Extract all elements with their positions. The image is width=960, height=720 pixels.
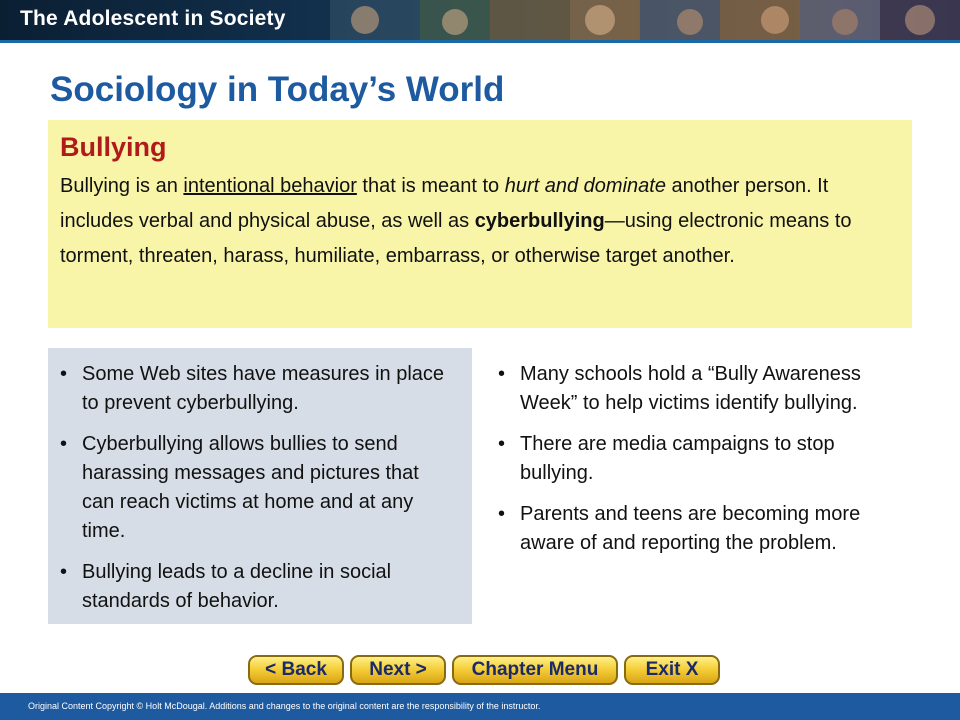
definition-text-part: that is meant to [356,175,505,197]
bullet-icon: • [498,433,506,455]
next-button[interactable] [350,655,446,685]
list-item [498,360,904,418]
list-item [60,430,456,546]
back-button[interactable] [248,655,344,685]
list-item-text: Parents and teens are becoming more aware of and reporting the problem. [520,503,861,554]
bullet-icon: • [60,363,68,385]
list-item-text: Many schools hold a “Bully Awareness Week” to help victims identify bullying. [520,363,861,414]
definition-heading: Bullying [60,132,167,162]
exit-button[interactable] [624,655,720,685]
definition-bold-term: cyberbullying [474,210,605,232]
course-title: The Adolescent in Society [20,7,286,30]
list-item [498,500,904,558]
footer-bar [0,693,960,720]
banner-divider [0,40,960,43]
copyright-text: Original Content Copyright © Holt McDougal. Additions and changes to the original content are the responsibility of the instructor. [28,701,541,711]
left-bullet-list [60,360,456,616]
exit-button-label: Exit X [645,659,699,680]
list-item [498,430,904,488]
list-item-text: There are media campaigns to stop bullying. [520,433,835,484]
definition-text [60,169,900,274]
list-item [60,558,456,616]
right-bullet-panel [494,348,914,624]
list-item [60,360,456,418]
left-bullet-panel [48,348,472,624]
next-button-label: Next > [369,659,427,680]
definition-key-term: intentional behavior [183,175,357,197]
back-button-label: < Back [265,659,327,680]
chapter-menu-button-label: Chapter Menu [471,659,599,680]
chapter-menu-button[interactable] [452,655,618,685]
definition-text-part: —using electronic means to torment, threaten, harass, humiliate, embarrass, or otherwise target another. [60,210,852,267]
bullet-icon: • [60,433,68,455]
bullet-icon: • [498,363,506,385]
list-item-text: Bullying leads to a decline in social standards of behavior. [82,561,392,612]
list-item-text: Some Web sites have measures in place to prevent cyberbullying. [82,363,445,414]
definition-box [48,120,912,328]
definition-text-part: Bullying is an [60,175,184,197]
page-title: Sociology in Today’s World [50,70,505,109]
navigation-bar [0,655,960,687]
bullet-icon: • [498,503,506,525]
right-bullet-list [498,360,904,558]
bullet-icon: • [60,561,68,583]
list-item-text: Cyberbullying allows bullies to send harassing messages and pictures that can reach victims at home and at any time. [82,433,419,542]
definition-emphasis: hurt and dominate [504,175,666,197]
header-banner [0,0,960,40]
definition-text-part: another person. It includes verbal and physical abuse, as well as [60,175,829,232]
